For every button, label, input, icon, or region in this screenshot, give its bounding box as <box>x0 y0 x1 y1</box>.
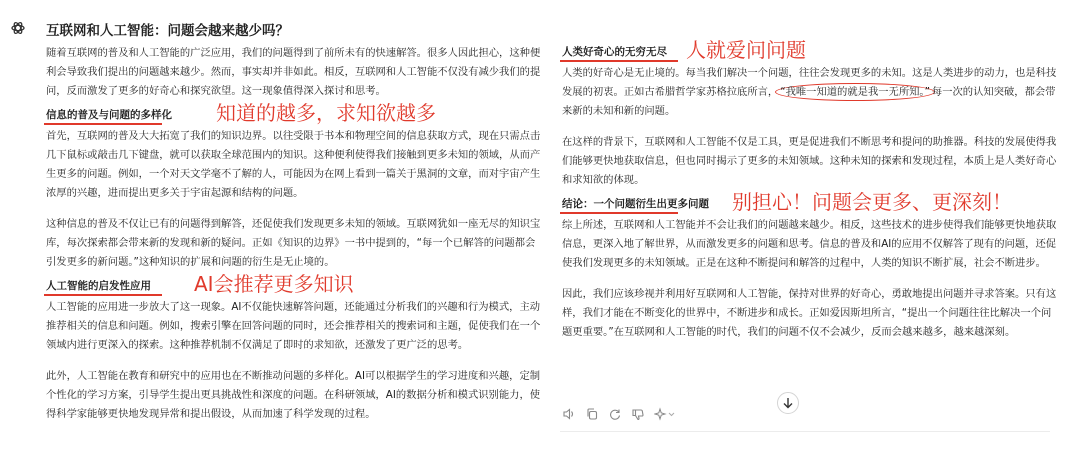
section-heading: 信息的普及与问题的多样化 <box>46 109 172 121</box>
paragraph: 综上所述，互联网和人工智能并不会让我们的问题越来越少。相反，这些技术的进步使得我们能够更快地获取信息，更深入地了解世界，从而激发更多的问题和思考。信息的普及和AI的应用不仅解答了现有的问题，还促使我们发现更多的未知领域。正是在这种不断提问和解答的过程中，人类的知识不断扩展，社会不断进步。 <box>562 219 1057 269</box>
section-curiosity <box>562 38 1058 64</box>
red-underline <box>44 294 162 296</box>
thumbs-down-icon[interactable] <box>631 407 645 421</box>
section-heading: 人工智能的启发性应用 <box>46 280 151 292</box>
paragraph: 这种信息的普及不仅让已有的问题得到解答，还促使我们发现更多未知的领域。互联网犹如一座无尽的知识宝库，每次探索都会带来新的发现和新的疑问。正如《知识的边界》一书中提到的，“每一个已解答的问题都会引发更多的新问题。”这种知识的扩展和问题的衍生是无止境的。 <box>46 218 541 268</box>
paragraph: 因此，我们应该珍视并利用好互联网和人工智能，保持对世界的好奇心，勇敢地提出问题并寻求答案。只有这样，我们才能在不断变化的世界中，不断进步和成长。正如爱因斯坦所言，“提出一个问题往往比解决一个问题更重要。”在互联网和人工智能的时代，我们的问题不仅不会减少，反而会越来越多，越来越深刻。 <box>562 288 1057 338</box>
section-conclusion <box>562 190 1058 216</box>
red-underline <box>560 60 678 62</box>
openai-logo-icon <box>10 20 26 36</box>
paragraph <box>562 64 1058 121</box>
handwritten-annotation: 知道的越多，求知欲越多 <box>216 101 436 125</box>
section-heading: 人类好奇心的无穷无尽 <box>562 46 667 58</box>
paragraph: 人工智能的应用进一步放大了这一现象。AI不仅能快速解答问题，还能通过分析我们的兴趣和行为模式，主动推荐相关的信息和问题。例如，搜索引擎在回答问题的同时，还会推荐相关的搜索词和主题，促使我们在一个领域内进行更深入的探索。这种推荐机制不仅满足了即时的求知欲，还激发了更广泛的思考。 <box>46 301 541 351</box>
scroll-down-button[interactable] <box>777 392 799 414</box>
section-heading: 结论：一个问题衍生出更多问题 <box>562 198 709 210</box>
intro-paragraph: 随着互联网的普及和人工智能的广泛应用，我们的问题得到了前所未有的快速解答。很多人因此担心，这种便利会导致我们提出的问题越来越少。然而，事实却并非如此。相反，互联网和人工智能不仅没有减少我们的提问，反而激发了更多的好奇心和探究欲望。这一现象值得深入探讨和思考。 <box>46 47 541 97</box>
handwritten-annotation: 人就爱问问题 <box>686 38 806 62</box>
paragraph: 此外，人工智能在教育和研究中的应用也在不断推动问题的多样化。AI可以根据学生的学习进度和兴趣，定制个性化的学习方案，引导学生提出更具挑战性和深度的问题。在科研领域，AI的数据分析和模式识别能力，使得科学家能够更快地发现异常和提出假设，从而加速了科学发现的过程。 <box>46 370 541 420</box>
copy-icon[interactable] <box>585 407 599 421</box>
handwritten-annotation: AI会推荐更多知识 <box>194 272 354 296</box>
left-column <box>46 44 542 424</box>
speaker-icon[interactable] <box>562 407 576 421</box>
section-info-spread <box>46 101 542 127</box>
text-run: 人类的好奇心是无止境的。每当我们解决一个问题，往往会发现更多的未知。这是人类进步的动力，也是科技发展的初衷。正如古希腊哲学家苏格拉底所言， <box>562 67 1057 98</box>
regenerate-icon[interactable] <box>608 407 622 421</box>
text-run: 每一次的认知突破，都会带来新的未知和新的问题。 <box>562 86 1056 117</box>
circled-quote: “我唯一知道的就是我一无所知。” <box>775 83 935 101</box>
paragraph: 首先，互联网的普及大大拓宽了我们的知识边界。以往受限于书本和物理空间的信息获取方式，现在只需点击几下鼠标或敲击几下键盘，就可以获取全球范围内的知识。这种便利使得我们接触到更多未知的领域，从而产生更多的问题。例如，一个对天文学毫不了解的人，可能因为在网上看到一篇关于黑洞的文章，而对宇宙产生浓厚的兴趣，进而提出更多关于宇宙起源和结构的问题。 <box>46 130 541 199</box>
handwritten-annotation: 别担心！问题会更多、更深刻！ <box>732 190 1012 214</box>
page-title: 互联网和人工智能：问题会越来越少吗？ <box>46 23 289 39</box>
message-actions <box>562 407 676 421</box>
paragraph: 在这样的背景下，互联网和人工智能不仅是工具，更是促进我们不断思考和提问的助推器。科技的发展使得我们能够更快地获取信息，但也同时揭示了更多的未知领域。这种未知的探索和发现过程，本质上是人类好奇心和求知欲的体现。 <box>562 136 1057 186</box>
divider <box>560 431 1050 432</box>
scroll-down-icon <box>778 393 798 413</box>
red-underline <box>560 212 678 214</box>
section-ai-application <box>46 272 542 298</box>
red-underline <box>44 123 162 125</box>
right-column <box>562 38 1058 342</box>
model-sparkle-icon[interactable] <box>654 407 676 421</box>
